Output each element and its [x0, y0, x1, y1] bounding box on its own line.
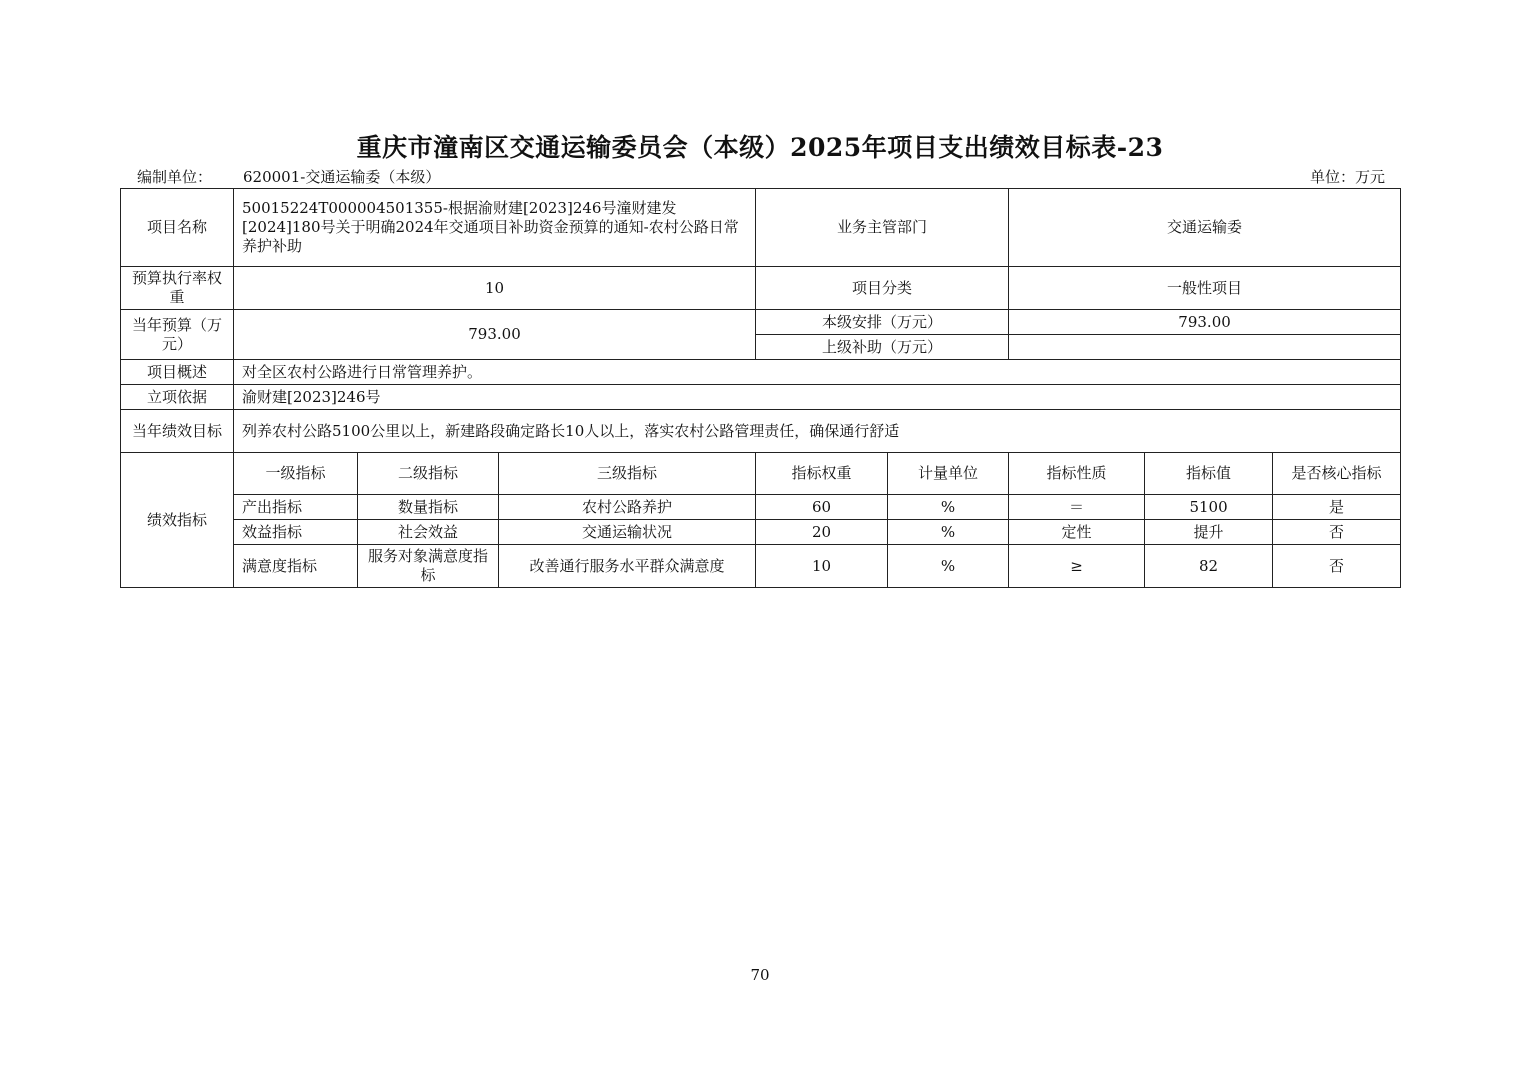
table-row [121, 360, 1401, 385]
department-value: 交通运输委 [1009, 189, 1401, 267]
perf-row [121, 520, 1401, 545]
basis-label: 立项依据 [121, 385, 234, 410]
perf-nature: ≥ [1009, 545, 1145, 588]
perf-unit: % [888, 545, 1009, 588]
performance-target-table [120, 188, 1401, 588]
exec-rate-value: 10 [234, 267, 756, 310]
header-value: 指标值 [1145, 453, 1273, 495]
perf-level3: 改善通行服务水平群众满意度 [499, 545, 756, 588]
perf-level2: 数量指标 [358, 495, 499, 520]
perf-value: 82 [1145, 545, 1273, 588]
perf-level2: 社会效益 [358, 520, 499, 545]
basis-value: 渝财建[2023]246号 [234, 385, 1401, 410]
compiling-unit-label: 编制单位： [137, 168, 213, 186]
overview-value: 对全区农村公路进行日常管理养护。 [234, 360, 1401, 385]
perf-level3: 农村公路养护 [499, 495, 756, 520]
budget-label: 当年预算（万元） [121, 310, 234, 360]
local-arrangement-label: 本级安排（万元） [756, 310, 1009, 335]
table-row [121, 385, 1401, 410]
perf-core: 否 [1273, 520, 1401, 545]
perf-unit: % [888, 495, 1009, 520]
currency-unit: 单位：万元 [1310, 168, 1386, 186]
overview-label: 项目概述 [121, 360, 234, 385]
perf-value: 5100 [1145, 495, 1273, 520]
perf-weight: 60 [756, 495, 888, 520]
table-row [121, 189, 1401, 267]
project-name-label: 项目名称 [121, 189, 234, 267]
goal-label: 当年绩效目标 [121, 410, 234, 453]
page-title: 重庆市潼南区交通运输委员会（本级）2025年项目支出绩效目标表-23 [356, 133, 1164, 162]
perf-nature: 定性 [1009, 520, 1145, 545]
perf-weight: 20 [756, 520, 888, 545]
project-name-value: 50015224T000004501355-根据渝财建[2023]246号潼财建发[2024]180号关于明确2024年交通项目补助资金预算的通知-农村公路日常养护补助 [234, 189, 756, 267]
perf-level1: 产出指标 [234, 495, 358, 520]
header-level2: 二级指标 [358, 453, 499, 495]
table-row [121, 310, 1401, 335]
perf-weight: 10 [756, 545, 888, 588]
header-weight: 指标权重 [756, 453, 888, 495]
perf-indicators-label: 绩效指标 [121, 453, 234, 588]
header-core: 是否核心指标 [1273, 453, 1401, 495]
page-number: 70 [750, 966, 770, 984]
perf-row [121, 545, 1401, 588]
local-arrangement-value: 793.00 [1009, 310, 1401, 335]
header-level3: 三级指标 [499, 453, 756, 495]
category-value: 一般性项目 [1009, 267, 1401, 310]
perf-header-row [121, 453, 1401, 495]
table-row [121, 267, 1401, 310]
perf-core: 是 [1273, 495, 1401, 520]
perf-row [121, 495, 1401, 520]
upper-subsidy-label: 上级补助（万元） [756, 335, 1009, 360]
perf-level3: 交通运输状况 [499, 520, 756, 545]
header-nature: 指标性质 [1009, 453, 1145, 495]
perf-core: 否 [1273, 545, 1401, 588]
department-label: 业务主管部门 [756, 189, 1009, 267]
header-unit: 计量单位 [888, 453, 1009, 495]
perf-level1: 效益指标 [234, 520, 358, 545]
perf-level1: 满意度指标 [234, 545, 358, 588]
upper-subsidy-value [1009, 335, 1401, 360]
perf-value: 提升 [1145, 520, 1273, 545]
perf-unit: % [888, 520, 1009, 545]
perf-level2: 服务对象满意度指标 [358, 545, 499, 588]
table-row [121, 410, 1401, 453]
perf-nature: ＝ [1009, 495, 1145, 520]
compiling-unit-value: 620001-交通运输委（本级） [243, 168, 441, 186]
goal-value: 列养农村公路5100公里以上，新建路段确定路长10人以上，落实农村公路管理责任，确保通行舒适 [234, 410, 1401, 453]
category-label: 项目分类 [756, 267, 1009, 310]
exec-rate-label: 预算执行率权重 [121, 267, 234, 310]
budget-value: 793.00 [234, 310, 756, 360]
header-level1: 一级指标 [234, 453, 358, 495]
